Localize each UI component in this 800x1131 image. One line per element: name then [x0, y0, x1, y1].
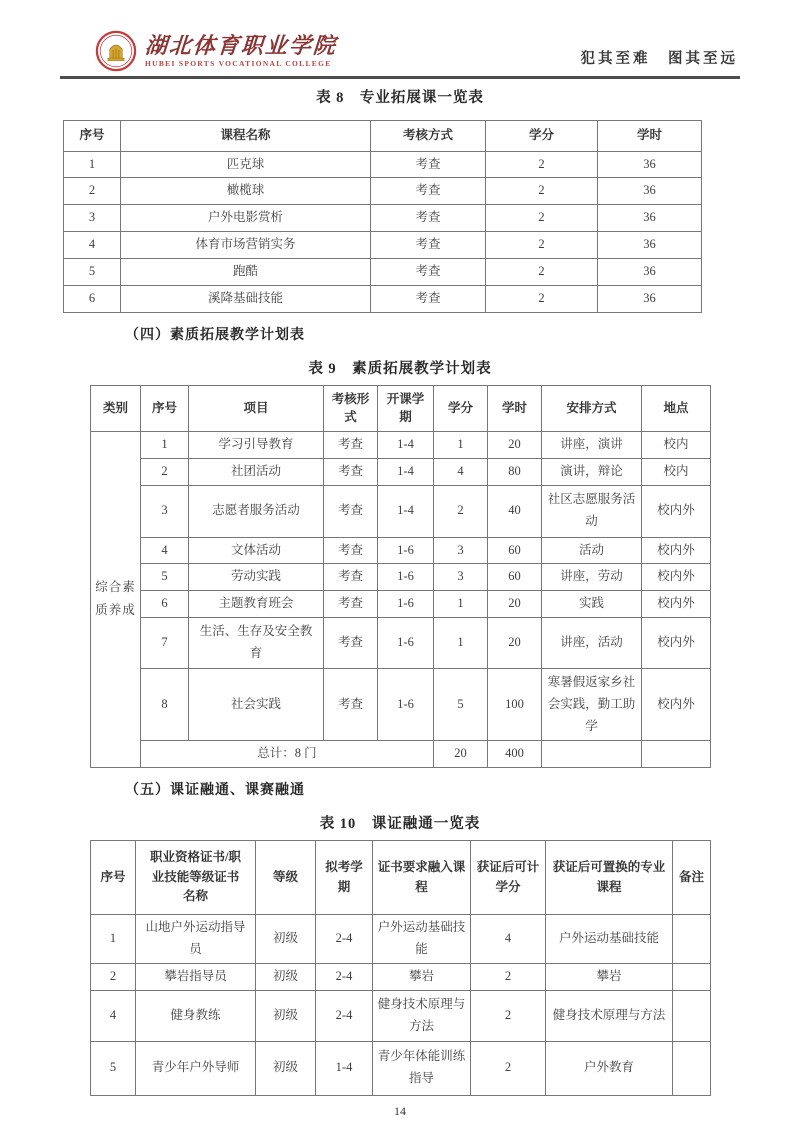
- table-cell: 讲座，劳动: [542, 564, 642, 591]
- table-cell: 溪降基础技能: [121, 285, 371, 312]
- table-cell: 2: [434, 485, 488, 537]
- table-cell: 讲座，活动: [542, 618, 642, 669]
- table10: [90, 840, 711, 1096]
- col-header: 考核形式: [324, 385, 378, 431]
- table-cell: 3: [434, 564, 488, 591]
- table-row: [91, 669, 711, 741]
- table-cell: 考查: [324, 618, 378, 669]
- table-cell: 4: [64, 232, 121, 259]
- table-cell: 1-4: [378, 458, 434, 485]
- table-cell: 校内外: [642, 618, 711, 669]
- table-cell: 3: [434, 537, 488, 564]
- table-cell: 社区志愿服务活动: [542, 485, 642, 537]
- table-cell: 2: [486, 205, 598, 232]
- table-cell: 青少年体能训练指导: [373, 1041, 471, 1095]
- table-cell: 7: [141, 618, 189, 669]
- table-cell: 健身教练: [136, 990, 256, 1041]
- table-cell: 攀岩: [546, 963, 673, 990]
- table-cell: 活动: [542, 537, 642, 564]
- table-row: [64, 151, 702, 178]
- table-cell: 户外教育: [546, 1041, 673, 1095]
- table-cell: 校内外: [642, 669, 711, 741]
- table-cell: 社团活动: [189, 458, 324, 485]
- table-row: [91, 537, 711, 564]
- section4-heading: （四）素质拓展教学计划表: [125, 327, 305, 343]
- table-cell: 6: [64, 285, 121, 312]
- header-divider: [60, 76, 740, 79]
- page-header: [0, 0, 800, 72]
- table-cell: 户外电影赏析: [121, 205, 371, 232]
- col-header: 职业资格证书/职业技能等级证书名称: [136, 841, 256, 915]
- table-cell: 实践: [542, 591, 642, 618]
- table-row: [91, 990, 711, 1041]
- table-cell: 2: [471, 1041, 546, 1095]
- table-cell: 主题教育班会: [189, 591, 324, 618]
- table-cell: [542, 741, 642, 768]
- table-row: [64, 178, 702, 205]
- table-row: [64, 205, 702, 232]
- table-cell: 跑酷: [121, 259, 371, 286]
- table-cell: 考查: [324, 485, 378, 537]
- table-cell: 36: [598, 151, 702, 178]
- table-cell: 2-4: [316, 963, 373, 990]
- table-cell: 2-4: [316, 990, 373, 1041]
- table-row: [91, 963, 711, 990]
- table-row: [91, 485, 711, 537]
- table-cell: 1-4: [378, 431, 434, 458]
- header-row: [64, 120, 702, 151]
- college-emblem-icon: [95, 30, 137, 72]
- table-cell: 户外运动基础技能: [373, 915, 471, 964]
- table-cell: 2: [141, 458, 189, 485]
- table-cell: 考查: [371, 205, 486, 232]
- table-cell: 考查: [324, 564, 378, 591]
- table-cell: 20: [488, 618, 542, 669]
- table-cell: 5: [434, 669, 488, 741]
- table-cell: 2: [486, 178, 598, 205]
- table-cell: 1-6: [378, 591, 434, 618]
- table-cell: 20: [488, 431, 542, 458]
- table-cell: 考查: [371, 178, 486, 205]
- total-row: [91, 741, 711, 768]
- col-header: 序号: [64, 120, 121, 151]
- table-cell: [673, 963, 711, 990]
- col-header: 备注: [673, 841, 711, 915]
- category-cell: 综合素质养成: [91, 431, 141, 767]
- table-cell: 5: [64, 259, 121, 286]
- table-cell: 2: [486, 259, 598, 286]
- table-cell: 80: [488, 458, 542, 485]
- table-cell: 1-6: [378, 618, 434, 669]
- table-cell: 健身技术原理与方法: [373, 990, 471, 1041]
- table10-title: 表 10 课证融通一览表: [319, 816, 481, 832]
- table-cell: 1: [141, 431, 189, 458]
- table-cell: 2: [64, 178, 121, 205]
- table-cell: 体育市场营销实务: [121, 232, 371, 259]
- table-cell: 1-6: [378, 537, 434, 564]
- table-cell: 4: [471, 915, 546, 964]
- table-cell: 劳动实践: [189, 564, 324, 591]
- table-cell: 36: [598, 259, 702, 286]
- table-row: [91, 915, 711, 964]
- table9-header: [91, 385, 711, 431]
- table-cell: 4: [434, 458, 488, 485]
- table-cell: 考查: [371, 232, 486, 259]
- table-cell: 2: [486, 232, 598, 259]
- table-cell: 20: [434, 741, 488, 768]
- college-motto: 犯其至难 图其至远: [580, 51, 738, 67]
- table-row: [91, 1041, 711, 1095]
- header-row: [91, 385, 711, 431]
- col-header: 类别: [91, 385, 141, 431]
- col-header: 序号: [91, 841, 136, 915]
- col-header: 证书要求融入课程: [373, 841, 471, 915]
- table-cell: [642, 741, 711, 768]
- table-cell: 健身技术原理与方法: [546, 990, 673, 1041]
- table-cell: 2: [486, 151, 598, 178]
- table8-header: [64, 120, 702, 151]
- table-cell: 校内外: [642, 485, 711, 537]
- table-cell: 2: [91, 963, 136, 990]
- table-cell: 初级: [256, 990, 316, 1041]
- table-cell: 考查: [324, 669, 378, 741]
- table-cell: [673, 915, 711, 964]
- table-row: [91, 564, 711, 591]
- table-cell: 学习引导教育: [189, 431, 324, 458]
- table-cell: 生活、生存及安全教育: [189, 618, 324, 669]
- col-header: 学时: [598, 120, 702, 151]
- table-cell: 20: [488, 591, 542, 618]
- header-row: [91, 841, 711, 915]
- table8: [63, 120, 702, 313]
- page-number: 14: [394, 1103, 406, 1118]
- table-cell: 考查: [371, 151, 486, 178]
- table-cell: 初级: [256, 1041, 316, 1095]
- table-cell: 4: [91, 990, 136, 1041]
- table-cell: 3: [64, 205, 121, 232]
- table9: [90, 385, 711, 768]
- table-cell: 1: [64, 151, 121, 178]
- table-row: [64, 259, 702, 286]
- table9-body: [91, 431, 711, 767]
- table-cell: 1-6: [378, 669, 434, 741]
- table-cell: 考查: [324, 431, 378, 458]
- table-cell: 36: [598, 285, 702, 312]
- table-cell: 橄榄球: [121, 178, 371, 205]
- table-cell: 2-4: [316, 915, 373, 964]
- table-cell: 考查: [324, 537, 378, 564]
- table-cell: 36: [598, 232, 702, 259]
- table-cell: 1: [434, 431, 488, 458]
- table-cell: 考查: [371, 285, 486, 312]
- col-header: 开课学期: [378, 385, 434, 431]
- table-cell: 1-4: [378, 485, 434, 537]
- col-header: 学时: [488, 385, 542, 431]
- col-header: 等级: [256, 841, 316, 915]
- table-row: [91, 458, 711, 485]
- table-cell: [673, 1041, 711, 1095]
- table-cell: 100: [488, 669, 542, 741]
- col-header: 获证后可计学分: [471, 841, 546, 915]
- table-cell: 初级: [256, 963, 316, 990]
- col-header: 序号: [141, 385, 189, 431]
- table-cell: 36: [598, 205, 702, 232]
- table-cell: 寒暑假返家乡社会实践，勤工助学: [542, 669, 642, 741]
- col-header: 获证后可置换的专业课程: [546, 841, 673, 915]
- table-cell: 1: [434, 618, 488, 669]
- table-row: [91, 591, 711, 618]
- total-label-cell: 总计：8 门: [141, 741, 434, 768]
- table-cell: 初级: [256, 915, 316, 964]
- table-cell: 匹克球: [121, 151, 371, 178]
- table-cell: 讲座，演讲: [542, 431, 642, 458]
- col-header: 安排方式: [542, 385, 642, 431]
- table-cell: 1-6: [378, 564, 434, 591]
- table-cell: 攀岩指导员: [136, 963, 256, 990]
- table-cell: 山地户外运动指导员: [136, 915, 256, 964]
- college-logo: [95, 30, 337, 72]
- table-cell: 考查: [371, 259, 486, 286]
- table-cell: 户外运动基础技能: [546, 915, 673, 964]
- table8-title: 表 8 专业拓展课一览表: [316, 89, 484, 106]
- col-header: 课程名称: [121, 120, 371, 151]
- table-cell: 1: [91, 915, 136, 964]
- col-header: 拟考学期: [316, 841, 373, 915]
- col-header: 地点: [642, 385, 711, 431]
- table-cell: 1-4: [316, 1041, 373, 1095]
- table-cell: 4: [141, 537, 189, 564]
- table-cell: 考查: [324, 591, 378, 618]
- table-row: [64, 285, 702, 312]
- table10-header: [91, 841, 711, 915]
- table-cell: 2: [471, 963, 546, 990]
- table-cell: 校内外: [642, 537, 711, 564]
- table8-body: [64, 151, 702, 312]
- table-cell: 演讲，辩论: [542, 458, 642, 485]
- table-cell: 6: [141, 591, 189, 618]
- table-cell: 校内外: [642, 591, 711, 618]
- table-cell: 60: [488, 564, 542, 591]
- college-logo-text: [145, 34, 337, 68]
- college-name-en: HUBEI SPORTS VOCATIONAL COLLEGE: [145, 58, 332, 68]
- table9-title: 表 9 素质拓展教学计划表: [308, 360, 492, 377]
- table-row: [64, 232, 702, 259]
- table-cell: 校内外: [642, 564, 711, 591]
- table10-body: [91, 915, 711, 1096]
- table-cell: 60: [488, 537, 542, 564]
- table-row: [91, 431, 711, 458]
- college-name: 湖北体育职业学院: [144, 32, 338, 58]
- table-cell: [673, 990, 711, 1041]
- table-cell: 8: [141, 669, 189, 741]
- table-cell: 志愿者服务活动: [189, 485, 324, 537]
- table-row: [91, 618, 711, 669]
- table-cell: 2: [471, 990, 546, 1041]
- table-cell: 校内: [642, 431, 711, 458]
- table-cell: 5: [141, 564, 189, 591]
- table-cell: 校内: [642, 458, 711, 485]
- table-cell: 40: [488, 485, 542, 537]
- table-cell: 文体活动: [189, 537, 324, 564]
- col-header: 考核方式: [371, 120, 486, 151]
- table-cell: 攀岩: [373, 963, 471, 990]
- table-cell: 5: [91, 1041, 136, 1095]
- col-header: 学分: [434, 385, 488, 431]
- table-cell: 考查: [324, 458, 378, 485]
- table-cell: 社会实践: [189, 669, 324, 741]
- section5-heading: （五）课证融通、课赛融通: [125, 783, 305, 798]
- table-cell: 3: [141, 485, 189, 537]
- table-cell: 青少年户外导师: [136, 1041, 256, 1095]
- table-cell: 1: [434, 591, 488, 618]
- col-header: 学分: [486, 120, 598, 151]
- table-cell: 36: [598, 178, 702, 205]
- col-header: 项目: [189, 385, 324, 431]
- table-cell: 400: [488, 741, 542, 768]
- table-cell: 2: [486, 285, 598, 312]
